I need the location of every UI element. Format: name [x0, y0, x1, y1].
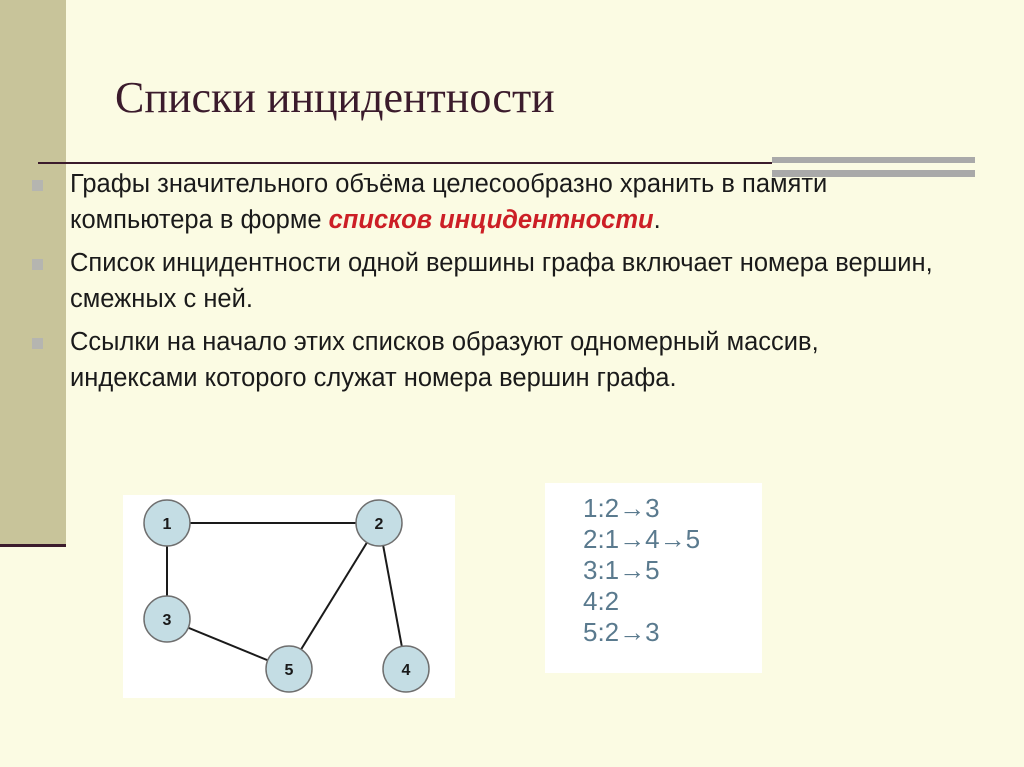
incidence-list-line: 4:2: [583, 586, 620, 616]
graph-nodes: [144, 500, 429, 692]
bullet-square-icon: [32, 259, 43, 270]
incidence-list-line: 5:2→3: [583, 617, 660, 647]
title-divider-accent-top: [772, 157, 975, 163]
graph-edge-2-5: [289, 523, 379, 669]
graph-node-label: 5: [284, 662, 294, 679]
bullet-square-icon: [32, 338, 43, 349]
incidence-list-panel: [545, 483, 762, 673]
incidence-list-line: 3:1→5: [583, 555, 660, 585]
bullet-text: Графы значительного объёма целесообразно хранить в памяти компьютера в форме: [70, 170, 828, 234]
bullet-text: Ссылки на начало этих списков образуют одномерный массив, индексами которого служат номера вершин графа.: [70, 328, 819, 392]
incidence-list-line: 2:1→4→5: [583, 524, 701, 554]
graph-node-1: [144, 500, 190, 546]
graph-node-label: 4: [401, 662, 411, 679]
graph-node-label: 3: [162, 612, 172, 629]
slide-title: Списки инцидентности: [115, 73, 555, 122]
bullet-emphasis: списков инцидентности: [328, 206, 654, 234]
graph-node-label: 2: [374, 516, 384, 533]
graph-node-5: [266, 646, 312, 692]
sidebar-edge-line: [0, 544, 66, 547]
graph-diagram: [123, 495, 455, 698]
graph-node-label: 1: [162, 516, 172, 533]
bullet-item: [32, 166, 952, 238]
graph-node-3: [144, 596, 190, 642]
incidence-list-line: 1:2→3: [583, 493, 660, 523]
bullet-item: [32, 324, 952, 396]
graph-node-4: [383, 646, 429, 692]
bullet-text-end: .: [653, 206, 661, 234]
bullet-text: Список инцидентности одной вершины графа включает номера вершин, смежных с ней.: [70, 249, 933, 313]
bullet-square-icon: [32, 180, 43, 191]
bullet-item: [32, 245, 952, 317]
graph-node-2: [356, 500, 402, 546]
title-divider: [38, 162, 772, 164]
bullet-list: [32, 166, 952, 403]
graph-canvas: [123, 495, 455, 698]
